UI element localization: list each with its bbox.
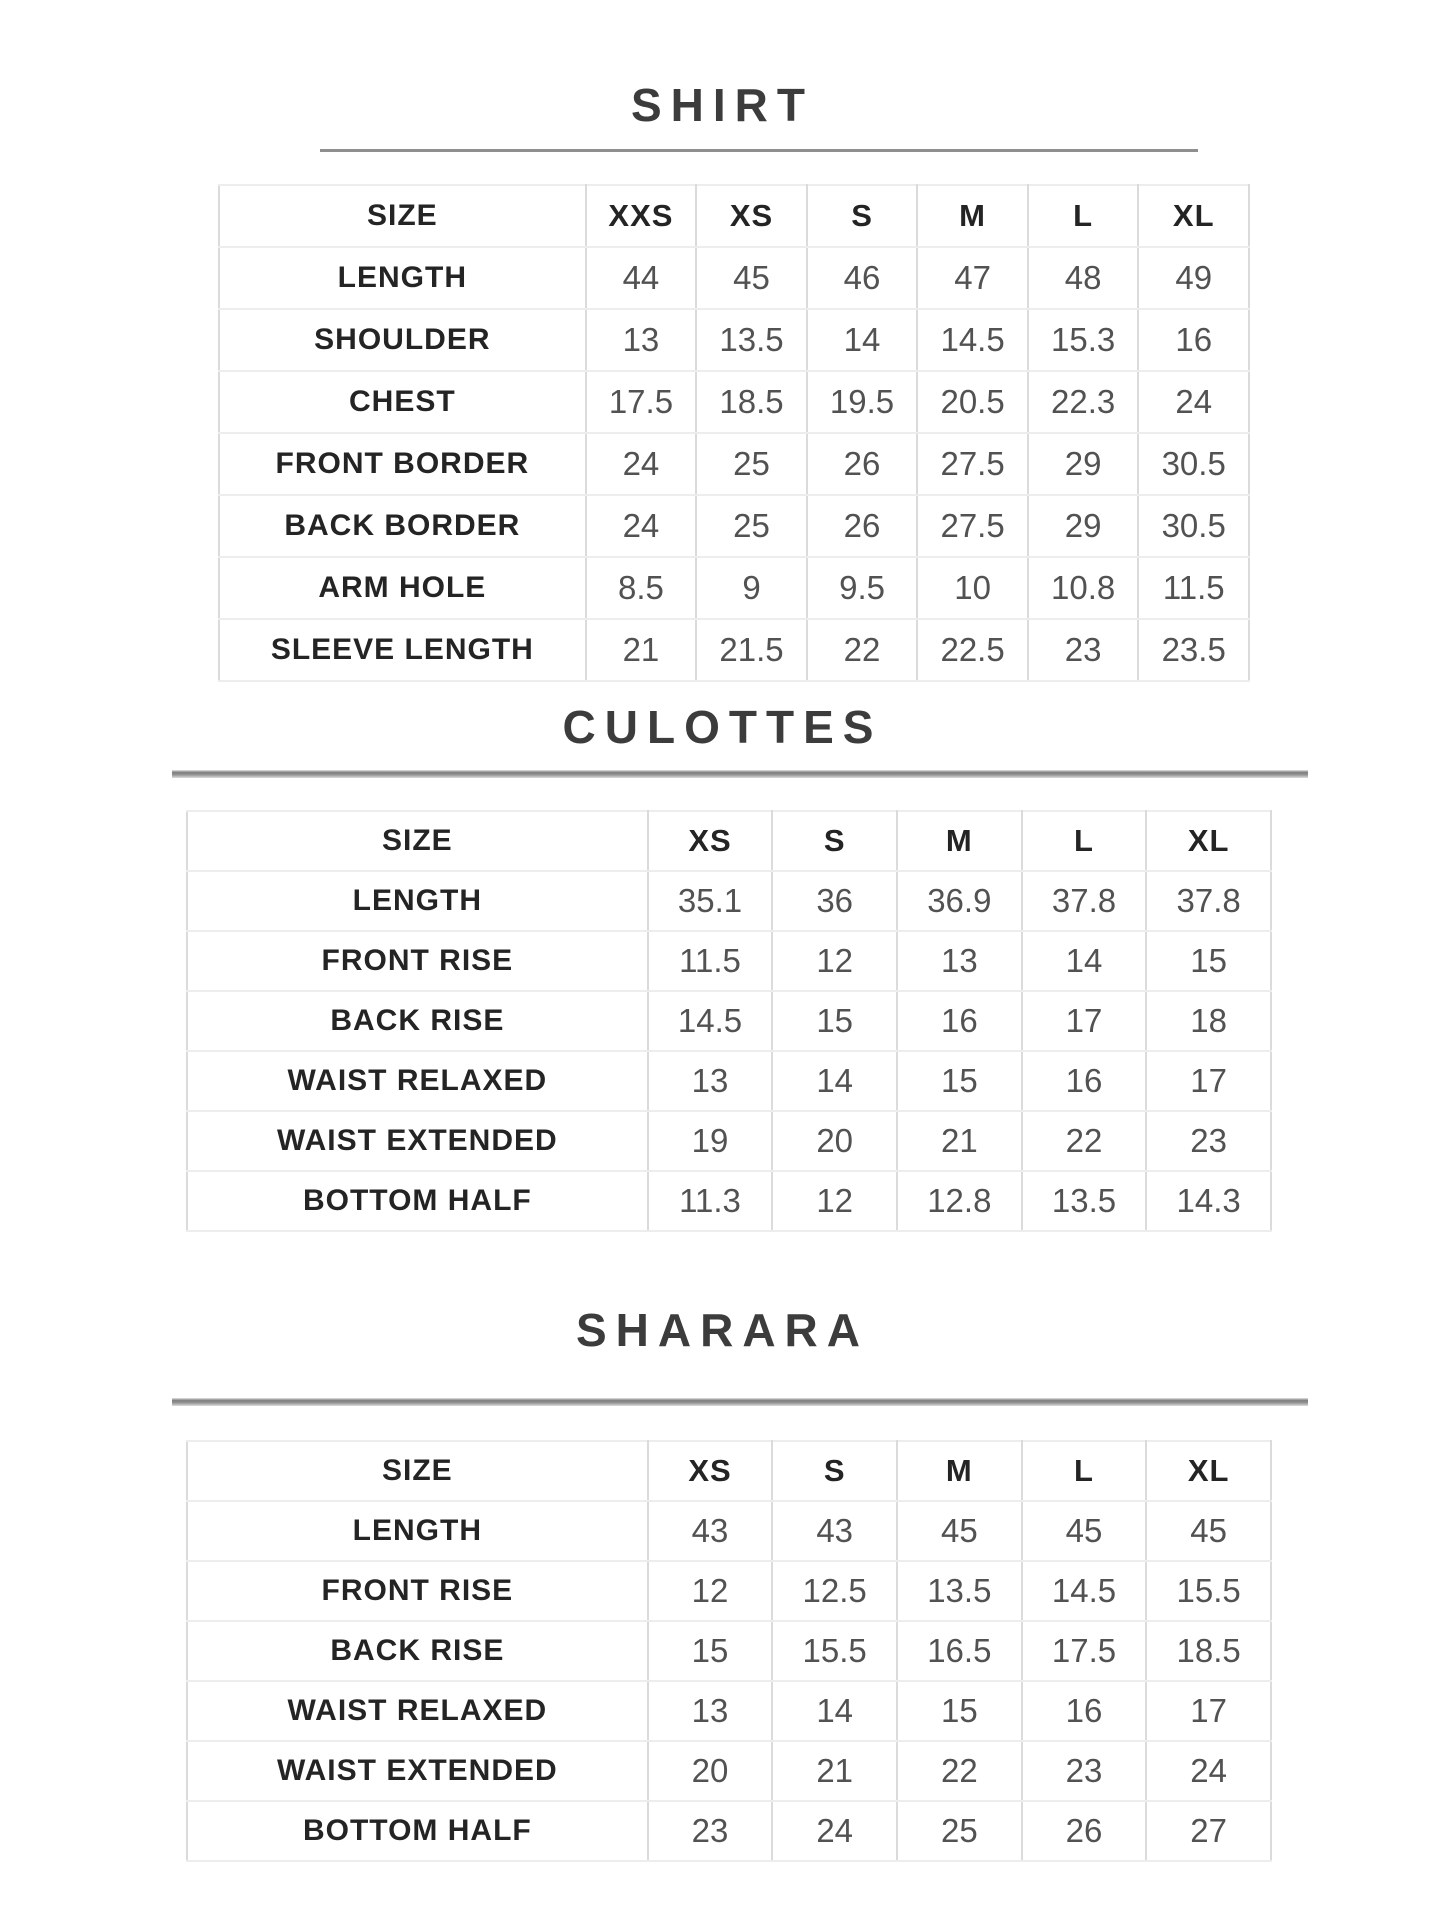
size-value-cell: 10 [917,557,1028,619]
size-value-cell: 36 [772,871,897,931]
size-value-cell: 13 [648,1681,773,1741]
size-value-cell: 11.5 [1138,557,1249,619]
size-value-cell: 25 [897,1801,1022,1861]
measurement-row [187,931,1271,991]
size-value-cell: 14.5 [1022,1561,1147,1621]
size-value-cell: 45 [897,1501,1022,1561]
measurement-row [219,557,1249,619]
size-value-cell: 8.5 [586,557,697,619]
shirt-section-title: SHIRT [631,79,814,131]
size-value-cell: 15.5 [772,1621,897,1681]
size-column-header-cell: S [772,811,897,871]
shirt-size-table-container [218,184,1250,682]
size-value-cell: 37.8 [1022,871,1147,931]
size-value-cell: 26 [807,495,918,557]
size-value-cell: 11.5 [648,931,773,991]
size-value-cell: 23 [648,1801,773,1861]
size-value-cell: 22.5 [917,619,1028,681]
size-value-cell: 9.5 [807,557,918,619]
measurement-row [187,1741,1271,1801]
sharara-size-table [186,1440,1272,1862]
size-value-cell: 10.8 [1028,557,1139,619]
size-value-cell: 13.5 [1022,1171,1147,1231]
row-label-cell: FRONT RISE [187,1561,648,1621]
row-label-cell: SLEEVE LENGTH [219,619,586,681]
size-value-cell: 19 [648,1111,773,1171]
size-value-cell: 17.5 [586,371,697,433]
size-value-cell: 17.5 [1022,1621,1147,1681]
size-value-cell: 12 [648,1561,773,1621]
size-value-cell: 37.8 [1146,871,1271,931]
size-value-cell: 26 [1022,1801,1147,1861]
size-value-cell: 22 [807,619,918,681]
row-label-cell: WAIST EXTENDED [187,1741,648,1801]
size-value-cell: 9 [696,557,807,619]
size-value-cell: 22.3 [1028,371,1139,433]
measurement-row [187,1561,1271,1621]
measurement-row [219,433,1249,495]
size-value-cell: 14.5 [648,991,773,1051]
measurement-row [187,1801,1271,1861]
size-value-cell: 26 [807,433,918,495]
size-value-cell: 35.1 [648,871,773,931]
row-label-cell: WAIST RELAXED [187,1051,648,1111]
size-value-cell: 13 [897,931,1022,991]
shirt-size-table [218,184,1250,682]
size-value-cell: 47 [917,247,1028,309]
size-value-cell: 25 [696,495,807,557]
size-value-cell: 14 [772,1681,897,1741]
row-label-cell: FRONT BORDER [219,433,586,495]
size-column-header-cell: S [772,1441,897,1501]
size-column-label-cell: SIZE [187,1441,648,1501]
measurement-row [187,1681,1271,1741]
size-value-cell: 27.5 [917,495,1028,557]
size-value-cell: 29 [1028,433,1139,495]
size-value-cell: 17 [1022,991,1147,1051]
size-value-cell: 17 [1146,1681,1271,1741]
size-value-cell: 15 [1146,931,1271,991]
size-value-cell: 15 [897,1681,1022,1741]
size-value-cell: 15.3 [1028,309,1139,371]
size-value-cell: 20 [648,1741,773,1801]
size-value-cell: 13 [648,1051,773,1111]
measurement-row [187,871,1271,931]
size-value-cell: 22 [1022,1111,1147,1171]
size-value-cell: 24 [772,1801,897,1861]
row-label-cell: FRONT RISE [187,931,648,991]
row-label-cell: WAIST RELAXED [187,1681,648,1741]
row-label-cell: BACK RISE [187,991,648,1051]
sharara-title-divider [172,1398,1308,1406]
size-value-cell: 23.5 [1138,619,1249,681]
size-value-cell: 17 [1146,1051,1271,1111]
culottes-section-title: CULOTTES [562,701,883,753]
size-value-cell: 16 [1022,1051,1147,1111]
measurement-row [187,1501,1271,1561]
size-value-cell: 23 [1146,1111,1271,1171]
size-value-cell: 24 [1146,1741,1271,1801]
row-label-cell: LENGTH [187,1501,648,1561]
size-value-cell: 19.5 [807,371,918,433]
size-value-cell: 27 [1146,1801,1271,1861]
row-label-cell: LENGTH [219,247,586,309]
size-value-cell: 30.5 [1138,495,1249,557]
size-column-header-cell: XL [1146,811,1271,871]
size-value-cell: 16.5 [897,1621,1022,1681]
size-value-cell: 18 [1146,991,1271,1051]
size-value-cell: 14 [1022,931,1147,991]
size-value-cell: 20 [772,1111,897,1171]
size-value-cell: 24 [1138,371,1249,433]
size-column-header-cell: XL [1138,185,1249,247]
size-value-cell: 15 [897,1051,1022,1111]
size-value-cell: 13 [586,309,697,371]
sharara-size-table-container [186,1440,1272,1862]
size-value-cell: 24 [586,495,697,557]
row-label-cell: WAIST EXTENDED [187,1111,648,1171]
size-value-cell: 12.8 [897,1171,1022,1231]
size-value-cell: 11.3 [648,1171,773,1231]
size-value-cell: 13.5 [897,1561,1022,1621]
size-column-header-cell: XL [1146,1441,1271,1501]
row-label-cell: BACK BORDER [219,495,586,557]
size-value-cell: 15 [648,1621,773,1681]
size-value-cell: 30.5 [1138,433,1249,495]
size-column-header-cell: S [807,185,918,247]
size-value-cell: 16 [1022,1681,1147,1741]
size-value-cell: 44 [586,247,697,309]
size-column-header-cell: XS [648,811,773,871]
size-value-cell: 45 [1022,1501,1147,1561]
size-value-cell: 29 [1028,495,1139,557]
size-column-header-cell: M [897,1441,1022,1501]
size-value-cell: 23 [1022,1741,1147,1801]
shirt-title-underline [320,149,1198,152]
measurement-row [219,309,1249,371]
size-value-cell: 45 [1146,1501,1271,1561]
measurement-row [219,247,1249,309]
size-column-header-cell: M [897,811,1022,871]
size-value-cell: 21 [897,1111,1022,1171]
size-column-label-cell: SIZE [187,811,648,871]
measurement-row [187,1051,1271,1111]
measurement-row [187,1621,1271,1681]
row-label-cell: BOTTOM HALF [187,1801,648,1861]
size-value-cell: 20.5 [917,371,1028,433]
size-header-row [187,1441,1271,1501]
size-value-cell: 16 [897,991,1022,1051]
size-header-row [187,811,1271,871]
measurement-row [187,1171,1271,1231]
measurement-row [187,991,1271,1051]
culottes-title-divider [172,770,1308,778]
size-value-cell: 43 [648,1501,773,1561]
size-column-header-cell: L [1022,1441,1147,1501]
size-value-cell: 18.5 [1146,1621,1271,1681]
size-value-cell: 12 [772,931,897,991]
size-value-cell: 15.5 [1146,1561,1271,1621]
size-value-cell: 45 [696,247,807,309]
size-value-cell: 21 [586,619,697,681]
row-label-cell: LENGTH [187,871,648,931]
size-value-cell: 46 [807,247,918,309]
size-value-cell: 25 [696,433,807,495]
culottes-size-table [186,810,1272,1232]
measurement-row [187,1111,1271,1171]
size-column-header-cell: XS [696,185,807,247]
size-value-cell: 12.5 [772,1561,897,1621]
size-value-cell: 13.5 [696,309,807,371]
size-value-cell: 16 [1138,309,1249,371]
size-value-cell: 12 [772,1171,897,1231]
row-label-cell: SHOULDER [219,309,586,371]
size-value-cell: 14.3 [1146,1171,1271,1231]
size-value-cell: 14.5 [917,309,1028,371]
size-value-cell: 15 [772,991,897,1051]
measurement-row [219,619,1249,681]
size-column-header-cell: XS [648,1441,773,1501]
size-header-row [219,185,1249,247]
size-column-header-cell: L [1028,185,1139,247]
row-label-cell: BOTTOM HALF [187,1171,648,1231]
size-value-cell: 48 [1028,247,1139,309]
size-column-header-cell: L [1022,811,1147,871]
row-label-cell: CHEST [219,371,586,433]
size-value-cell: 21 [772,1741,897,1801]
measurement-row [219,495,1249,557]
size-value-cell: 23 [1028,619,1139,681]
size-value-cell: 49 [1138,247,1249,309]
sharara-section-title: SHARARA [576,1304,869,1356]
size-value-cell: 14 [807,309,918,371]
size-value-cell: 43 [772,1501,897,1561]
size-value-cell: 18.5 [696,371,807,433]
size-value-cell: 36.9 [897,871,1022,931]
size-column-header-cell: XXS [586,185,697,247]
row-label-cell: BACK RISE [187,1621,648,1681]
row-label-cell: ARM HOLE [219,557,586,619]
size-value-cell: 24 [586,433,697,495]
size-value-cell: 22 [897,1741,1022,1801]
culottes-size-table-container [186,810,1272,1232]
size-value-cell: 21.5 [696,619,807,681]
size-column-label-cell: SIZE [219,185,586,247]
size-value-cell: 27.5 [917,433,1028,495]
size-value-cell: 14 [772,1051,897,1111]
size-column-header-cell: M [917,185,1028,247]
measurement-row [219,371,1249,433]
